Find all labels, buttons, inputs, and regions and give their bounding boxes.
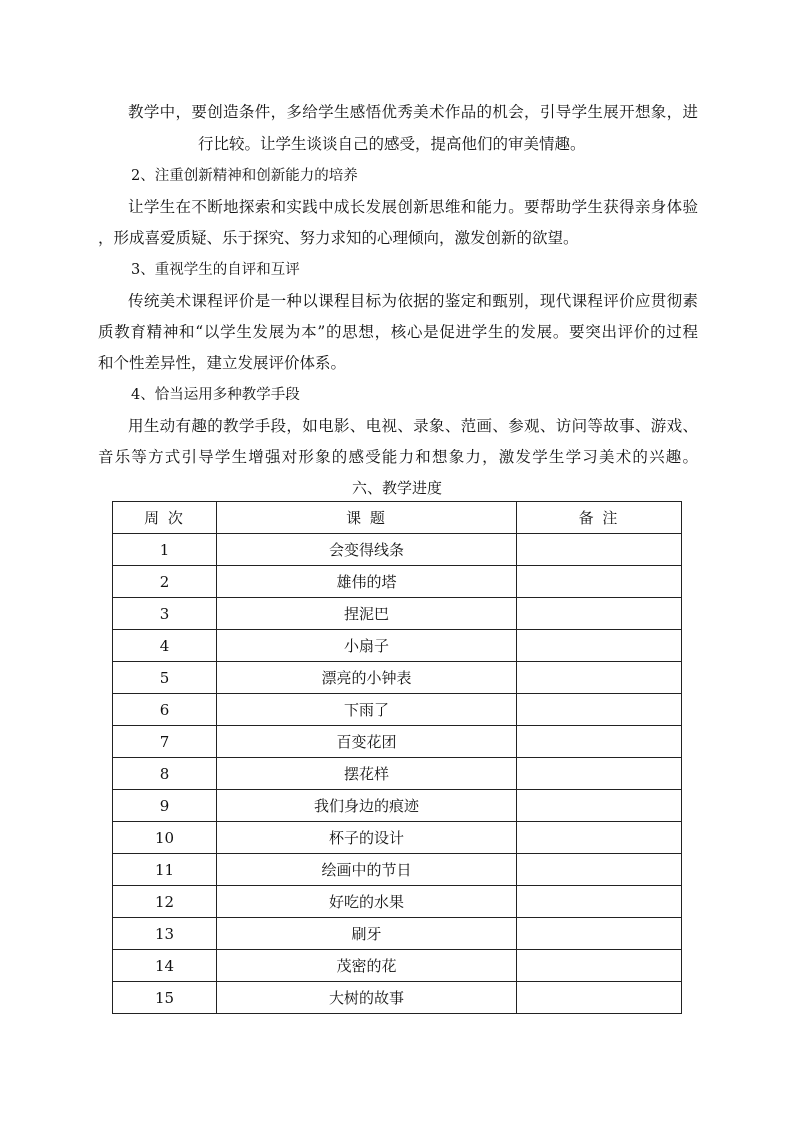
week-cell: 6: [113, 694, 217, 726]
note-cell: [517, 534, 682, 566]
note-cell: [517, 790, 682, 822]
table-row: [113, 822, 682, 854]
table-row: [113, 918, 682, 950]
topic-cell: 绘画中的节日: [217, 854, 517, 886]
week-cell: 11: [113, 854, 217, 886]
topic-cell: 茂密的花: [217, 950, 517, 982]
note-cell: [517, 630, 682, 662]
paragraph-line: 用生动有趣的教学手段，如电影、电视、录象、范画、参观、访问等故事、游戏、: [128, 417, 698, 435]
topic-cell: 百变花团: [217, 726, 517, 758]
topic-cell: 下雨了: [217, 694, 517, 726]
week-cell: 2: [113, 566, 217, 598]
note-cell: [517, 662, 682, 694]
week-cell: 14: [113, 950, 217, 982]
note-cell: [517, 854, 682, 886]
paragraph-line: 让学生在不断地探索和实践中成长发展创新思维和能力。要帮助学生获得亲身体验: [128, 198, 698, 216]
section-heading: 2、注重创新精神和创新能力的培养: [131, 168, 358, 184]
week-cell: 9: [113, 790, 217, 822]
week-cell: 4: [113, 630, 217, 662]
week-cell: 8: [113, 758, 217, 790]
week-cell: 3: [113, 598, 217, 630]
paragraph-line: 传统美术课程评价是一种以课程目标为依据的鉴定和甄别，现代课程评价应贯彻素: [128, 292, 698, 310]
table-row: [113, 854, 682, 886]
note-cell: [517, 822, 682, 854]
schedule-title: 六、教学进度: [351, 479, 442, 497]
section-heading: 4、恰当运用多种教学手段: [131, 387, 300, 403]
table-row: [113, 694, 682, 726]
topic-cell: 捏泥巴: [217, 598, 517, 630]
topic-cell: 我们身边的痕迹: [217, 790, 517, 822]
topic-cell: 刷牙: [217, 918, 517, 950]
note-cell: [517, 886, 682, 918]
topic-cell: 好吃的水果: [217, 886, 517, 918]
topic-cell: 大树的故事: [217, 982, 517, 1014]
week-cell: 12: [113, 886, 217, 918]
table-row: [113, 758, 682, 790]
table-header-row: [113, 502, 682, 534]
section-heading: 3、重视学生的自评和互评: [131, 262, 300, 278]
column-header-note: 备 注: [517, 502, 682, 534]
paragraph-line: 行比较。让学生谈谈自己的感受，提高他们的审美情趣。: [198, 135, 586, 153]
note-cell: [517, 726, 682, 758]
note-cell: [517, 758, 682, 790]
table-row: [113, 598, 682, 630]
paragraph-line: 音乐等方式引导学生增强对形象的感受能力和想象力，激发学生学习美术的兴趣。: [98, 448, 698, 466]
week-cell: 7: [113, 726, 217, 758]
week-cell: 10: [113, 822, 217, 854]
table-row: [113, 950, 682, 982]
week-cell: 1: [113, 534, 217, 566]
note-cell: [517, 694, 682, 726]
week-cell: 13: [113, 918, 217, 950]
paragraph-line: 教学中，要创造条件，多给学生感悟优秀美术作品的机会，引导学生展开想象，进: [128, 103, 698, 121]
topic-cell: 漂亮的小钟表: [217, 662, 517, 694]
note-cell: [517, 566, 682, 598]
table-row: [113, 726, 682, 758]
column-header-week: 周 次: [113, 502, 217, 534]
table-row: [113, 662, 682, 694]
paragraph-line: 质教育精神和“以学生发展为本”的思想，核心是促进学生的发展。要突出评价的过程: [98, 323, 698, 341]
column-header-topic: 课 题: [217, 502, 517, 534]
topic-cell: 会变得线条: [217, 534, 517, 566]
note-cell: [517, 950, 682, 982]
table-row: [113, 630, 682, 662]
topic-cell: 雄伟的塔: [217, 566, 517, 598]
week-cell: 5: [113, 662, 217, 694]
week-cell: 15: [113, 982, 217, 1014]
paragraph-line: ，形成喜爱质疑、乐于探究、努力求知的心理倾向，激发创新的欲望。: [98, 229, 579, 247]
table-row: [113, 534, 682, 566]
note-cell: [517, 918, 682, 950]
note-cell: [517, 598, 682, 630]
paragraph-line: 和个性差异性，建立发展评价体系。: [98, 354, 347, 372]
topic-cell: 摆花样: [217, 758, 517, 790]
table-row: [113, 982, 682, 1014]
table-row: [113, 886, 682, 918]
note-cell: [517, 982, 682, 1014]
topic-cell: 杯子的设计: [217, 822, 517, 854]
table-row: [113, 790, 682, 822]
schedule-table: [112, 501, 682, 1014]
table-row: [113, 566, 682, 598]
topic-cell: 小扇子: [217, 630, 517, 662]
